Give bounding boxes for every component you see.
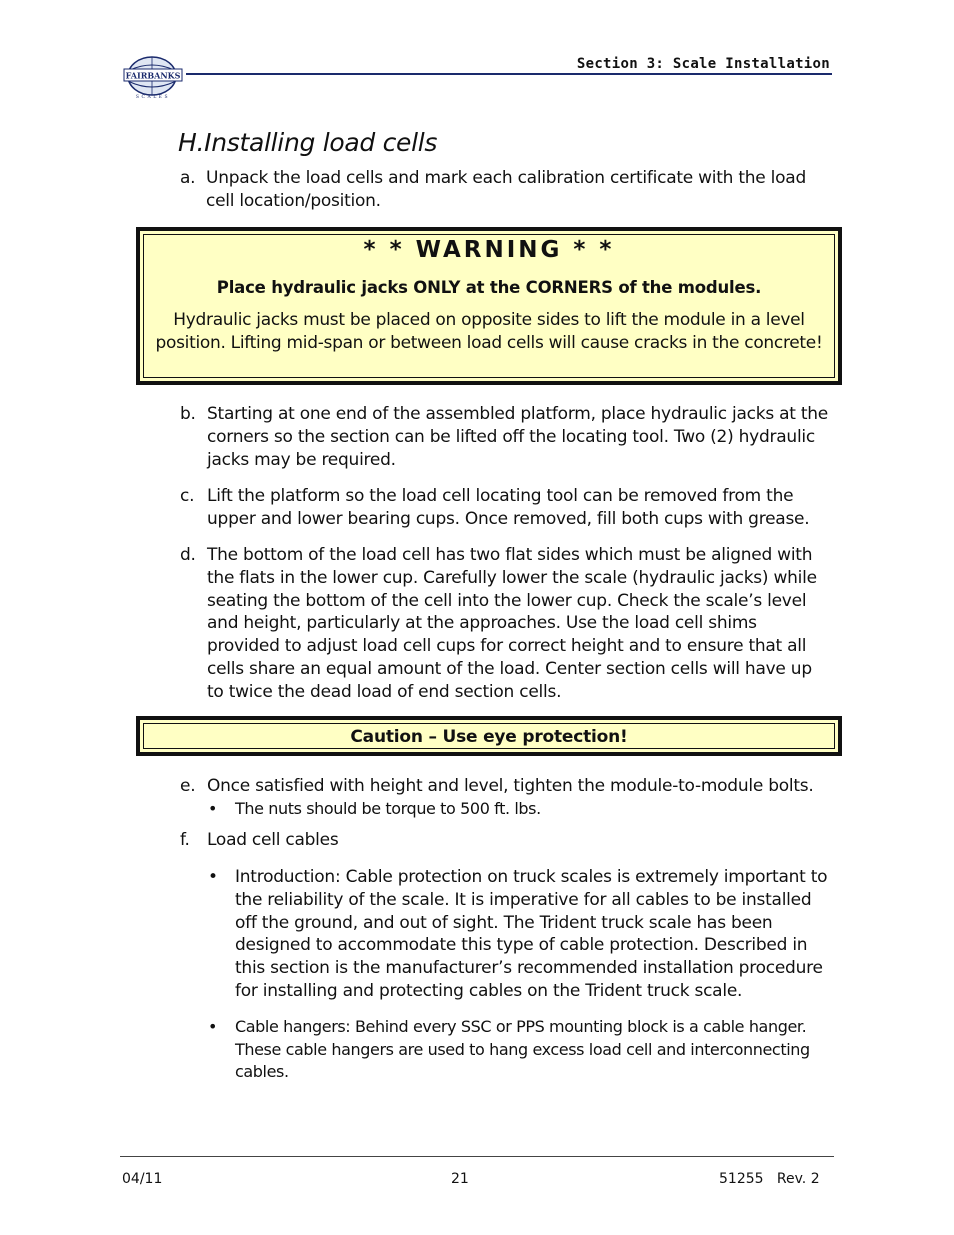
step-f-bullet-2 <box>208 1016 848 1084</box>
bullet-dot: • <box>208 1017 218 1036</box>
step-d <box>180 544 830 704</box>
step-c-text: Lift the platform so the load cell locating tool can be removed from the upper and lower bearing cups. Once removed, fill both cups with grease. <box>207 486 810 529</box>
warning-subtitle: Place hydraulic jacks ONLY at the CORNERS of the modules. <box>216 278 762 297</box>
footer-doc-number: 51255 Rev. 2 <box>719 1171 820 1187</box>
step-b-label: b. <box>180 404 196 424</box>
section-heading: H.Installing load cells <box>178 128 438 157</box>
footer-date: 04/11 <box>122 1171 163 1187</box>
footer-rule <box>120 1156 834 1157</box>
step-e <box>180 775 830 798</box>
step-a-label: a. <box>180 168 196 188</box>
step-f-text: Load cell cables <box>207 830 339 850</box>
warning-title: * * WARNING * * <box>363 237 615 263</box>
logo-text: FAIRBANKS <box>125 70 181 81</box>
fairbanks-logo <box>122 54 186 100</box>
bullet-dot: • <box>208 799 218 818</box>
step-e-label: e. <box>180 776 196 796</box>
step-a-text: Unpack the load cells and mark each calibration certificate with the load cell location/position. <box>206 168 806 211</box>
step-b-text: Starting at one end of the assembled platform, place hydraulic jacks at the corners so the section can be lifted off the locating tool. Two (2) hydraulic jacks may be required. <box>207 404 828 470</box>
step-b <box>180 403 830 471</box>
bullet-dot: • <box>208 867 218 887</box>
header-rule <box>186 73 832 75</box>
caution-box <box>136 716 842 756</box>
step-f <box>180 829 830 852</box>
step-f-bullet-2-text: Cable hangers: Behind every SSC or PPS mounting block is a cable hanger. These cable hangers are used to hang excess load cell and interconnecting cables. <box>235 1017 810 1082</box>
step-a <box>180 167 820 213</box>
step-f-bullet-1 <box>208 866 833 1003</box>
step-c-label: c. <box>180 486 195 506</box>
caution-text: Caution – Use eye protection! <box>350 727 628 747</box>
step-f-bullet-1-text: Introduction: Cable protection on truck scales is extremely important to the reliability of the scale. It is imperative for all cables to be installed off the ground, and out of sight. The Trident truck scale has been designed to accommodate this type of cable protection. Described in this section is the manufacturer’s recommended installation procedure for installing and protecting cables on the Trident truck scale. <box>235 867 828 1001</box>
step-c <box>180 485 830 531</box>
step-d-label: d. <box>180 545 196 565</box>
logo-sub: SCALES <box>135 95 171 100</box>
step-e-bullet-text: The nuts should be torque to 500 ft. lbs. <box>235 799 541 818</box>
step-f-label: f. <box>180 830 190 850</box>
step-d-text: The bottom of the load cell has two flat sides which must be aligned with the flats in the lower cup. Carefully lower the scale (hydraulic jacks) while seating the bottom of the cell into the lower cup. Check the scale’s level and height, particularly at the approaches. Use the load cell shims provided to adjust load cell cups for correct height and to ensure that all cells share an equal amount of the load. Center section cells will have up to twice the dead load of end section cells. <box>207 545 817 702</box>
warning-body: Hydraulic jacks must be placed on opposite sides to lift the module in a level position. Lifting mid-span or between load cells will cause cracks in the concrete! <box>155 310 823 353</box>
step-e-text: Once satisfied with height and level, tighten the module-to-module bolts. <box>207 776 814 796</box>
warning-box <box>136 227 842 385</box>
section-title: Section 3: Scale Installation <box>576 56 830 72</box>
step-e-bullet <box>208 798 828 821</box>
footer-page-number: 21 <box>451 1171 469 1187</box>
